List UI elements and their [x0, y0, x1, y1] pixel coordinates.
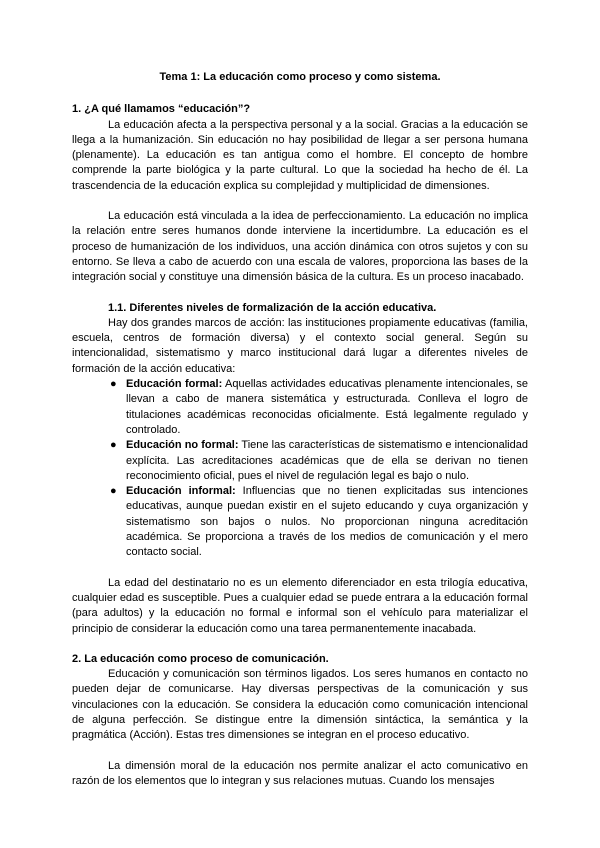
list-item-term: Educación informal:	[126, 485, 236, 498]
section-1-paragraph-2: La educación está vinculada a la idea de perfeccionamiento. La educación no implica la relación entre seres humanos donde interviene la incertidumbre. La educación es el proceso de humanización de los individuos, una acción dinámica con otros sujetos y con su entorno. Se lleva a cabo de acuerdo con una escala de valores, proporciona las bases de la integración social y constituye una dimensión básica de la cultura. Es un proceso inacabado.	[72, 210, 528, 284]
section-2-paragraph-1: Educación y comunicación son términos ligados. Los seres humanos en contacto no pueden dejar de comunicarse. Hay diversas perspectivas de la comunicación y sus vinculaciones con la educación. Se considera la educación como comunicación intencional de alguna perfección. Se distingue entre la dimensión sintáctica, la semántica y la pragmática (Acción). Estas tres dimensiones se integran en el proceso educativo.	[72, 668, 528, 742]
paragraph-gap	[72, 561, 528, 576]
list-item-text: Influencias que no tienen explicitadas sus intenciones educativas, aunque puedan existir en el sujeto educando y cuya organización y sistematismo son bajos o nulos. No proporcionan ninguna acreditación académica. Se proporciona a través de los medios de comunicación y el mero contacto social.	[126, 485, 528, 559]
list-item	[108, 377, 528, 438]
section-2-heading: 2. La educación como proceso de comunicación.	[72, 652, 329, 665]
list-item-text: Aquellas actividades educativas plenamente intencionales, se llevan a cabo de manera sistemática y estructurada. Conlleva el logro de titulaciones académicas reconocidas oficialmente. Está legalmente regulado y controlado.	[126, 378, 528, 436]
list-item-term: Educación formal:	[126, 378, 223, 391]
section-1-1-heading: 1.1. Diferentes niveles de formalización de la acción educativa.	[108, 301, 437, 314]
section-1-1-paragraph-1: Hay dos grandes marcos de acción: las instituciones propiamente educativas (familia, escuela, centros de formación diversa) y el contexto social general. Según su intencionalidad, sistematismo y marco institucional dará lugar a diferentes niveles de formación de la acción educativa:	[72, 316, 528, 375]
document-page	[72, 70, 528, 789]
document-title: Tema 1: La educación como proceso y como sistema.	[159, 71, 441, 83]
section-1-paragraph-1: La educación afecta a la perspectiva personal y a la social. Gracias a la educación se llega a la humanización. Sin educación no hay posibilidad de llegar a ser persona humana (plenamente). La educación es tan antigua como el hombre. El concepto de hombre comprende la parte biológica y la parte cultural. Lo que la sociedad ha hecho de él. La trascendencia de la educación explica su complejidad y multiplicidad de dimensiones.	[72, 118, 528, 192]
section-2-paragraph-2: La dimensión moral de la educación nos permite analizar el acto comunicativo en razón de los elementos que lo integran y sus relaciones mutuas. Cuando los mensajes	[72, 759, 528, 787]
list-item-text: Tiene las características de sistematismo e intencionalidad explícita. Las acreditaciones académicas que de ella se derivan no tienen reconocimiento oficial, pues el nivel de regulación legal es bajo o nulo.	[126, 439, 528, 482]
bullet-icon: ●	[110, 485, 117, 498]
paragraph-gap	[72, 744, 528, 759]
bullet-icon: ●	[110, 378, 117, 391]
list-item-term: Educación no formal:	[126, 439, 239, 452]
list-item	[108, 438, 528, 484]
education-levels-list	[72, 377, 528, 561]
paragraph-gap	[72, 637, 528, 652]
section-1-heading: 1. ¿A qué llamamos “educación”?	[72, 103, 251, 116]
section-1-1-paragraph-2: La edad del destinatario no es un elemento diferenciador en esta trilogía educativa, cualquier edad es susceptible. Pues a cualquier edad se puede entrara a la educación formal (para adultos) y la educación no formal e informal son el vehículo para materializar el principio de considerar la educación como una tarea permanentemente inacabada.	[72, 576, 528, 635]
paragraph-gap	[72, 194, 528, 209]
bullet-icon: ●	[110, 439, 117, 452]
paragraph-gap	[72, 286, 528, 301]
list-item	[108, 484, 528, 560]
